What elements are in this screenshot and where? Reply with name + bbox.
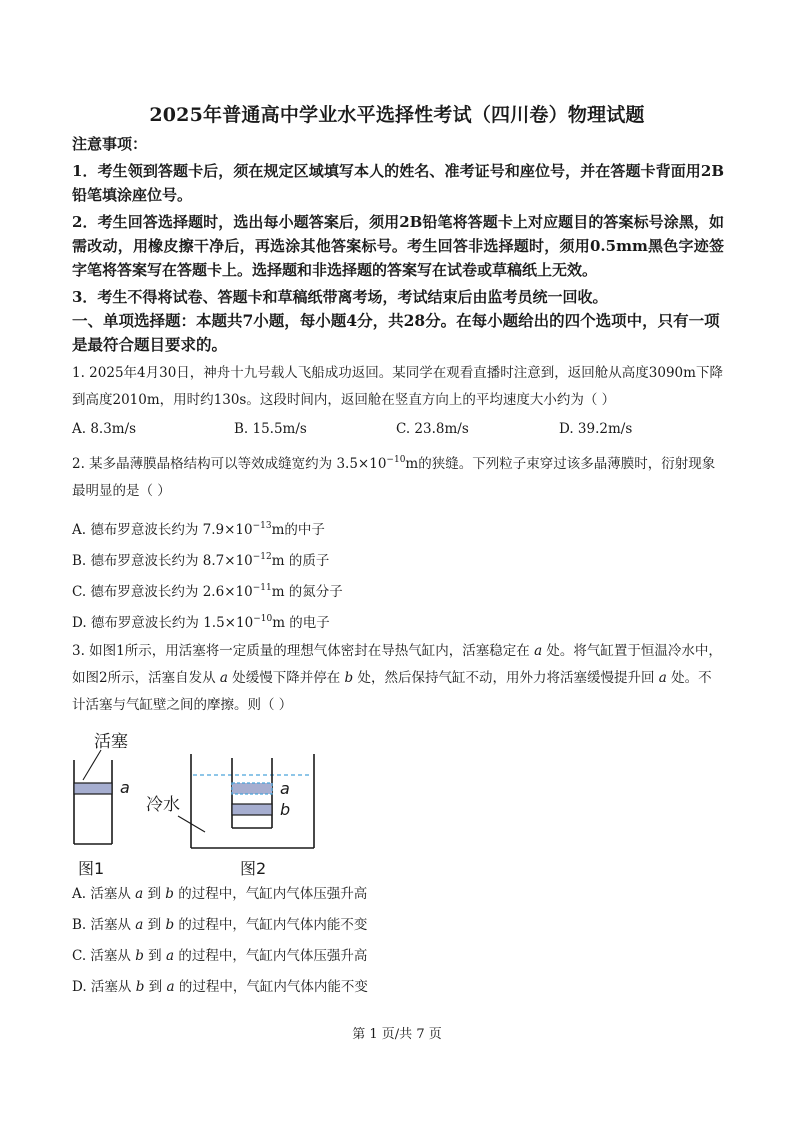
piston-pointer-line (83, 750, 101, 780)
figure-2-label-a: a (280, 779, 290, 798)
figure-1-label-a: a (120, 778, 130, 797)
page-footer: 第 1 页/共 7 页 (352, 1027, 442, 1042)
question-3-option-d[interactable]: D. 活塞从 b 到 a 的过程中，气缸内气体内能不变 (72, 979, 368, 995)
figure-2-piston-position-b (232, 804, 272, 815)
question-3-option-a[interactable]: A. 活塞从 a 到 b 的过程中，气缸内气体压强升高 (72, 886, 368, 902)
figure-2-piston-position-a (232, 783, 272, 794)
notice-heading: 注意事项： (72, 135, 148, 153)
figure-1-caption: 图1 (78, 859, 105, 878)
notice-item-3: 3．考生不得将试卷、答题卡和草稿纸带离考场，考试结束后由监考员统一回收。 (72, 288, 608, 306)
question-2-option-a[interactable]: A. 德布罗意波长约为 $7.9\times 10^{-13}m$的中子 (72, 521, 325, 538)
question-1-option-a[interactable]: A. 8.3m/s (72, 421, 137, 437)
section-heading: 一、单项选择题：本题共7小题，每小题4分，共28分。在每小题给出的四个选项中，只有一项是最符合题目要求的。 (72, 311, 720, 354)
question-3-stem: 3. 如图1所示，用活塞将一定质量的理想气体密封在导热气缸内，活塞稳定在 a 处。将气缸置于恒温冷水中，如图2所示，活塞自发从 a 处缓慢下降并停在 b 处，然后保持气缸不动，用外力将活塞缓慢提升回 a 处。不计活塞与气缸壁之间的摩擦。则（ ） (72, 643, 722, 713)
notice-item-1: 1．考生领到答题卡后，须在规定区域填写本人的姓名、准考证号和座位号，并在答题卡背面用2B铅笔填涂座位号。 (72, 162, 724, 204)
question-2-option-c[interactable]: C. 德布罗意波长约为 $2.6\times 10^{-11}m$ 的氮分子 (72, 583, 343, 600)
question-3-option-c[interactable]: C. 活塞从 b 到 a 的过程中，气缸内气体压强升高 (72, 948, 368, 964)
figure-1-cylinder (74, 732, 130, 878)
question-1-option-b[interactable]: B. 15.5m/s (234, 421, 307, 437)
question-3-option-b[interactable]: B. 活塞从 a 到 b 的过程中，气缸内气体内能不变 (72, 917, 368, 933)
page-title: 2025年普通高中学业水平选择性考试（四川卷）物理试题 (149, 104, 645, 126)
question-3-figure (60, 728, 340, 878)
figure-2-setup (146, 754, 314, 878)
question-2-option-d[interactable]: D. 德布罗意波长约为 $1.5\times 10^{-10}m$ 的电子 (72, 614, 330, 631)
figure-2-caption: 图2 (240, 859, 267, 878)
figure-1-piston (74, 783, 112, 794)
figure-2-label-b: b (280, 800, 291, 819)
question-2-stem: 2. 某多晶薄膜晶格结构可以等效成缝宽约为 $3.5\times 10^{-10}m$的狭缝。下列粒子束穿过该多晶薄膜时，衍射现象最明显的是（ ） (72, 455, 716, 499)
question-1-option-c[interactable]: C. 23.8m/s (396, 421, 469, 437)
question-2-option-b[interactable]: B. 德布罗意波长约为 $8.7\times 10^{-12}m$ 的质子 (72, 552, 330, 569)
piston-label: 活塞 (94, 732, 128, 752)
question-1-option-d[interactable]: D. 39.2m/s (559, 421, 633, 437)
notice-item-2: 2．考生回答选择题时，选出每小题答案后，须用2B铅笔将答题卡上对应题目的答案标号涂黑，如需改动，用橡皮擦干净后，再选涂其他答案标号。考生回答非选择题时，须用0.5mm黑色字迹签字笔将答案写在答题卡上。选择题和非选择题的答案写在试卷或草稿纸上无效。 (72, 213, 724, 279)
cold-water-label: 冷水 (146, 795, 180, 815)
question-1-stem: 1. 2025年4月30日，神舟十九号载人飞船成功返回。某同学在观看直播时注意到，返回舱从高度3090m下降到高度2010m，用时约130s。这段时间内，返回舱在竖直方向上的平均速度大小约为（ ） (72, 365, 723, 408)
